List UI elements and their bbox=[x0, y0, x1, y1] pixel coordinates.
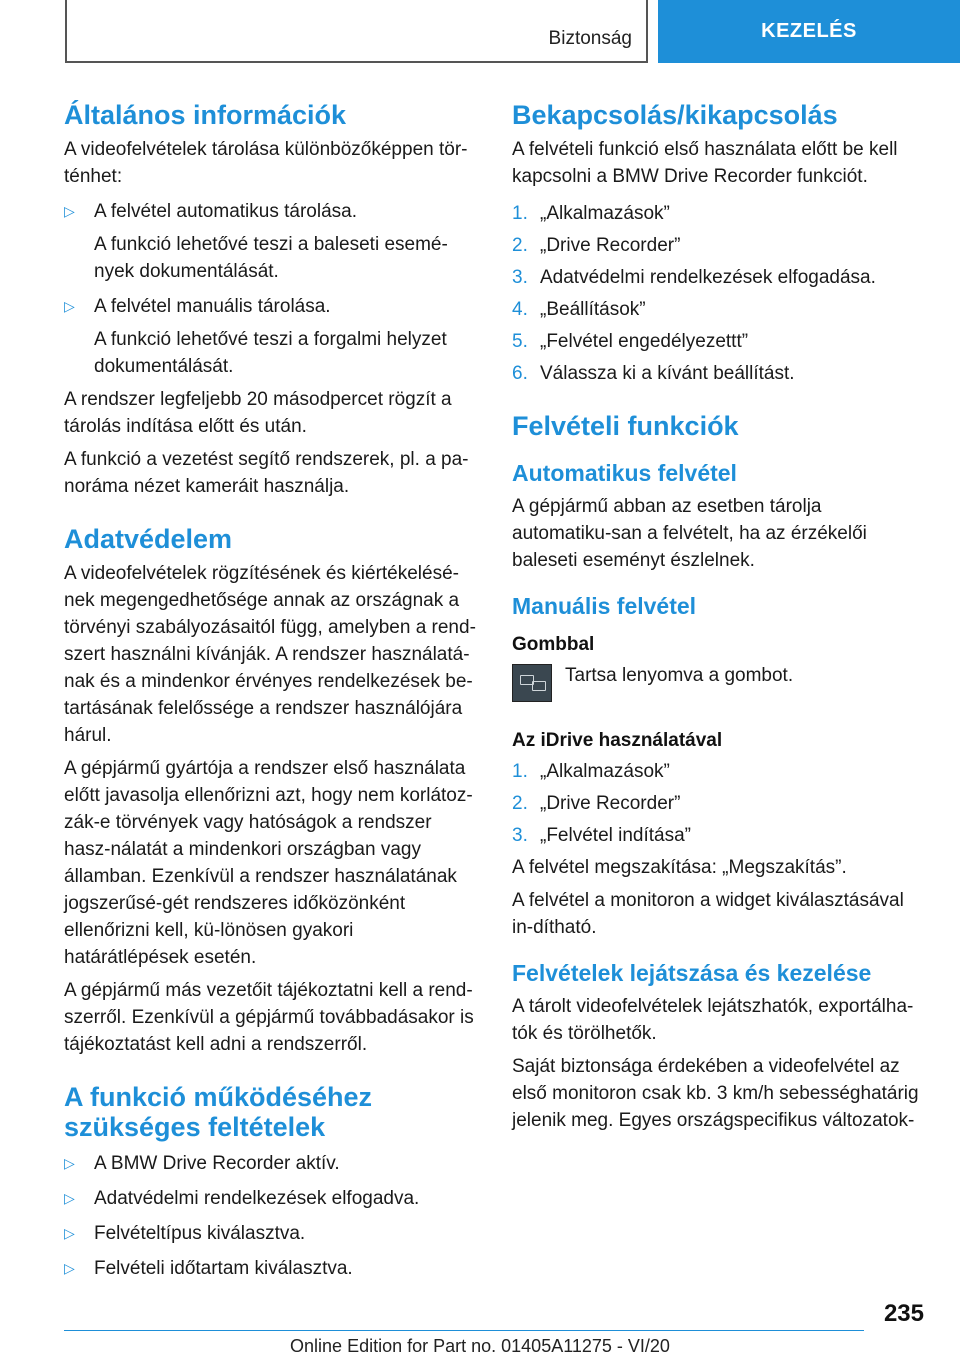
step-text: „Drive Recorder” bbox=[540, 793, 681, 814]
numbered-step bbox=[512, 360, 924, 387]
paragraph: A videofelvételek rögzítésének és kiértékelésé-nek megengedhetősége annak az országnak a törvényi szabályozásaitól függ, amelyben a rend-szert használni kívánják. A rendszer használatá-nak és a mindenkor érvényes rendelkezések be-tartásának felelőssége a rendszer használójára hárul. bbox=[64, 563, 476, 746]
heading-with-button: Gombbal bbox=[512, 634, 595, 655]
list-item bbox=[64, 293, 476, 320]
triangle-bullet-icon: ▷ bbox=[64, 1190, 75, 1206]
heading-general-info: Általános információk bbox=[64, 100, 347, 130]
triangle-bullet-icon: ▷ bbox=[64, 1225, 75, 1241]
numbered-step bbox=[512, 790, 924, 817]
step-number: 4. bbox=[512, 299, 528, 320]
numbered-step bbox=[512, 200, 924, 227]
paragraph: A tárolt videofelvételek lejátszhatók, exportálha-tók és törölhetők. bbox=[512, 996, 914, 1044]
page-number: 235 bbox=[883, 1300, 924, 1327]
step-number: 3. bbox=[512, 267, 528, 288]
section-title: Biztonság bbox=[548, 28, 632, 49]
paragraph: A videofelvételek tárolása különbözőképpen tör-ténhet: bbox=[64, 139, 468, 187]
step-number: 5. bbox=[512, 331, 528, 352]
header-box bbox=[65, 0, 648, 63]
step-text: „Alkalmazások” bbox=[540, 761, 670, 782]
step-text: Válassza ki a kívánt beállítást. bbox=[540, 363, 795, 384]
heading-data-protection: Adatvédelem bbox=[64, 524, 233, 554]
list-item-text: Adatvédelmi rendelkezések elfogadva. bbox=[94, 1188, 420, 1209]
right-column bbox=[512, 100, 924, 1140]
list-item-text: A felvétel automatikus tárolása. bbox=[94, 201, 357, 222]
step-number: 1. bbox=[512, 203, 528, 224]
paragraph: A felvétel a monitoron a widget kiválasztásával in-dítható. bbox=[512, 890, 904, 938]
left-column bbox=[64, 100, 476, 1288]
paragraph: A rendszer legfeljebb 20 másodpercet rögzít a tárolás indítása előtt és után. bbox=[64, 389, 452, 437]
triangle-bullet-icon: ▷ bbox=[64, 1155, 75, 1171]
chapter-tab[interactable]: KEZELÉS bbox=[658, 0, 960, 63]
numbered-step bbox=[512, 822, 924, 849]
triangle-bullet-icon: ▷ bbox=[64, 203, 75, 219]
heading-requirements: A funkció működéséhez szükséges feltételek bbox=[64, 1082, 373, 1142]
heading-playback: Felvételek lejátszása és kezelése bbox=[512, 960, 872, 986]
numbered-step bbox=[512, 758, 924, 785]
heading-idrive: Az iDrive használatával bbox=[512, 730, 723, 751]
step-number: 2. bbox=[512, 793, 528, 814]
step-text: „Beállítások” bbox=[540, 299, 646, 320]
footer-edition: Online Edition for Part no. 01405A11275 - VI/20 bbox=[290, 1336, 670, 1356]
list-item bbox=[64, 1220, 476, 1247]
numbered-step bbox=[512, 296, 924, 323]
footer-divider bbox=[64, 1330, 864, 1331]
numbered-step bbox=[512, 328, 924, 355]
heading-automatic-recording: Automatikus felvétel bbox=[512, 460, 737, 486]
list-item-text: A BMW Drive Recorder aktív. bbox=[94, 1153, 340, 1174]
heading-manual-recording: Manuális felvétel bbox=[512, 593, 697, 619]
list-item-text: Felvételi időtartam kiválasztva. bbox=[94, 1258, 353, 1279]
paragraph: A gépjármű abban az esetben tárolja automatiku-san a felvételt, ha az érzékelői baleseti eseményt észlelnek. bbox=[512, 496, 867, 571]
list-item-detail: A funkció lehetővé teszi a forgalmi helyzet dokumentálását. bbox=[94, 329, 447, 377]
button-instruction bbox=[512, 662, 924, 702]
paragraph: A gépjármű gyártója a rendszer első használata előtt javasolja ellenőrizni azt, hogy nem korlátoz-zák-e törvények vagy hatóságok a rendszer hasz-nálatát a mindenkori országban vagy államban. Ezenkívül a rendszer használatának jogszerűsé-gét rendszeres időközönként ellenőrizni kell, kü-lönösen gyakori határátlépések esetén. bbox=[64, 758, 473, 968]
list-item bbox=[64, 1255, 476, 1282]
numbered-step bbox=[512, 264, 924, 291]
step-number: 2. bbox=[512, 235, 528, 256]
step-text: „Drive Recorder” bbox=[540, 235, 681, 256]
step-number: 3. bbox=[512, 825, 528, 846]
numbered-step bbox=[512, 232, 924, 259]
step-text: „Felvétel engedélyezettt” bbox=[540, 331, 749, 352]
list-item-detail: A funkció lehetővé teszi a baleseti esemé-nyek dokumentálását. bbox=[94, 234, 448, 282]
step-text: „Felvétel indítása” bbox=[540, 825, 692, 846]
list-item-text: A felvétel manuális tárolása. bbox=[94, 296, 331, 317]
paragraph: A felvétel megszakítása: „Megszakítás”. bbox=[512, 857, 847, 878]
list-item bbox=[64, 1185, 476, 1212]
heading-recording-functions: Felvételi funkciók bbox=[512, 411, 739, 441]
paragraph: A felvételi funkció első használata előtt be kell kapcsolni a BMW Drive Recorder funkciót. bbox=[512, 139, 898, 187]
paragraph: A funkció a vezetést segítő rendszerek, pl. a pa-noráma nézet kameráit használja. bbox=[64, 449, 469, 497]
list-item-text: Felvételtípus kiválasztva. bbox=[94, 1223, 306, 1244]
triangle-bullet-icon: ▷ bbox=[64, 298, 75, 314]
step-number: 1. bbox=[512, 761, 528, 782]
record-button-icon bbox=[512, 664, 552, 702]
paragraph: A gépjármű más vezetőit tájékoztatni kell a rend-szerről. Ezenkívül a gépjármű továbbadásakor is tájékoztatást kell adni a rendszerről. bbox=[64, 980, 474, 1055]
step-number: 6. bbox=[512, 363, 528, 384]
triangle-bullet-icon: ▷ bbox=[64, 1260, 75, 1276]
paragraph: Saját biztonsága érdekében a videofelvétel az első monitoron csak kb. 3 km/h sebességhatárig jelenik meg. Egyes országspecifikus változatok- bbox=[512, 1056, 919, 1131]
heading-on-off: Bekapcsolás/kikapcsolás bbox=[512, 100, 838, 130]
step-text: Adatvédelmi rendelkezések elfogadása. bbox=[540, 267, 876, 288]
button-instruction-text: Tartsa lenyomva a gombot. bbox=[565, 665, 794, 686]
list-item bbox=[64, 198, 476, 225]
step-text: „Alkalmazások” bbox=[540, 203, 670, 224]
list-item bbox=[64, 1150, 476, 1177]
